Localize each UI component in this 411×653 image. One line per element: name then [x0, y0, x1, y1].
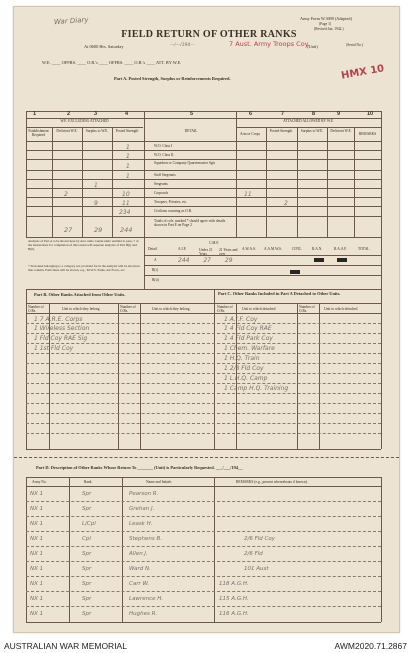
col-rule: [236, 111, 237, 237]
hand-value: 10: [122, 191, 130, 198]
pc-hand-row: 1 Chem. Warfare: [224, 345, 275, 352]
hand-value: 2: [64, 191, 68, 198]
form-title: FIELD RETURN OF OTHER RANKS: [121, 29, 297, 40]
col-rule: [52, 127, 53, 237]
row-rule: [26, 353, 381, 354]
hdr-remarks: REMARKS: [358, 132, 377, 136]
col-rule: [319, 303, 320, 449]
pd-name: Carr W.: [129, 581, 150, 587]
row-rule: [236, 127, 381, 128]
hand-value: 2: [284, 200, 288, 207]
pd-remarks: 2/6 Fld Coy: [244, 536, 275, 542]
row-rule: [26, 333, 381, 334]
pc-hand-row: 1 4 Fld Park Coy: [224, 335, 273, 342]
analysis-note: Analysis of Part A to be shown here by ALL units. Guide units' entitled to pass, 7 of the instructions for completion of this return will separate analysis of Part B(i) and B(ii).: [28, 239, 139, 251]
pc-hand-row: 1 4 Fld Coy RAE: [224, 325, 272, 332]
pd-rank: L/Cpl: [82, 521, 96, 527]
col-rule: [69, 477, 70, 622]
row-rule: [26, 561, 381, 562]
col-rule: [26, 477, 27, 622]
pd-rank: Spr: [82, 596, 92, 602]
an-hdr: R.A.N.: [312, 247, 323, 251]
row-rule: [26, 477, 381, 478]
an-hdr: C.M.F.: [209, 241, 219, 245]
pd-name: Ward N.: [129, 566, 151, 572]
row-rule: [144, 265, 381, 266]
pc-hdr: Number of O.Rs.: [299, 305, 315, 313]
row-wo1: W.O. Class I: [154, 144, 173, 148]
pd-army-no: NX 1: [30, 536, 44, 542]
row-sergeants: Sergeants: [154, 182, 168, 186]
col-num-10: 10: [367, 111, 374, 117]
hand-value: 11: [122, 200, 130, 207]
an-row: B(ii): [152, 278, 159, 282]
col-rule: [381, 289, 382, 449]
pd-remarks: 118 A.G.H.: [219, 581, 249, 587]
hdr-surplus-att: Surplus to W.E.: [300, 129, 324, 133]
pd-name: Hughes R.: [129, 611, 158, 617]
pd-name: Lawrence H.: [129, 596, 164, 602]
footer-bar: [0, 639, 411, 653]
col-rule: [26, 111, 27, 237]
row-wo2: W.O. Class II.: [154, 153, 175, 157]
row-rule: [26, 393, 381, 394]
footer-source: AUSTRALIAN WAR MEMORIAL: [4, 641, 127, 651]
pc-hand-row: 1 Camp H.Q. Training: [224, 385, 289, 392]
pb-hdr: Unit to which they belong: [62, 307, 100, 311]
attached-note: * Personnel belonging to a category not provided for in the analysis will be shown in this column. Particulars will be shown, e.g., M.W.S. Parks, Air Force, etc.: [28, 264, 140, 272]
row-staff-sgts: Staff Sergeants: [154, 173, 176, 177]
hand-value: 1: [94, 182, 98, 189]
col-rule: [327, 127, 328, 237]
pd-name: Pearson R.: [129, 491, 159, 497]
pb-hdr: Number of O.Rs.: [28, 305, 44, 313]
an-hdr: A.W.A.S.: [242, 247, 256, 251]
pd-army-no: NX 1: [30, 521, 44, 527]
serial-no: (Serial No.): [346, 43, 363, 47]
col-rule: [144, 237, 145, 289]
stamp-mark: HMX 10: [340, 63, 386, 82]
row-rule: [26, 423, 381, 424]
pd-hdr: REMARKS (e.g., present whereabouts if known).: [236, 480, 308, 484]
army-form-revised: (Revised Jan. 1942.): [314, 27, 344, 31]
part-c-title: Part C. Other Ranks Included in Part A Detached to Other Units.: [218, 291, 341, 296]
part-a-top-rule: [26, 111, 381, 112]
row-rule: [144, 255, 381, 256]
col-rule: [82, 127, 83, 237]
row-rule: [26, 373, 381, 374]
row-rule: [26, 622, 381, 623]
pd-remarks: 101 Aust: [244, 566, 269, 572]
col-rule: [118, 303, 119, 449]
pd-rank: Spr: [82, 566, 92, 572]
pb-hand-row: 1 Fld Coy RAE Sig: [34, 335, 88, 342]
document-page: [13, 6, 400, 633]
row-troopers: Troopers, Privates, etc.: [154, 200, 188, 204]
hand-value: 9: [94, 200, 98, 207]
pc-hdr: Unit to which detached: [242, 307, 276, 311]
col-num-4: 4: [125, 111, 129, 117]
hdr-establishment: Establishment Required: [28, 129, 49, 137]
hdr-arm-corps: Arm or Corps: [240, 132, 260, 136]
hand-value: 1: [126, 173, 130, 180]
at-hours-label: At 0600 Hrs. Saturday: [84, 44, 124, 49]
an-hdr: CIVIL: [292, 247, 302, 251]
pb-hand-row: 1 7 A.R.E. Corps: [34, 316, 83, 323]
an-hdr: R.A.A.F.: [334, 247, 347, 251]
row-rule: [26, 606, 381, 607]
col-num-6: 6: [249, 111, 253, 117]
pencil-note: War Diary: [53, 15, 89, 27]
row-rule: [26, 591, 381, 592]
row-rule: [26, 323, 381, 324]
hand-total: 27: [64, 226, 73, 234]
pd-name: Stephens B.: [129, 536, 163, 542]
an-hdr: A.A.M.W.S.: [264, 247, 282, 251]
pc-hand-row: 1 2/8 Fld Coy: [224, 365, 264, 372]
army-form-label: Army Form W.3009 (Adapted): [300, 16, 352, 21]
pd-rank: Cpl: [82, 536, 91, 542]
col-rule: [49, 303, 50, 449]
col-rule: [214, 477, 215, 622]
we-excl-header: W.E. EXCLUDING ATTACHED: [60, 119, 109, 123]
row-rule: [26, 343, 381, 344]
pd-name: Allen J.: [129, 551, 148, 557]
row-rule: [26, 383, 381, 384]
col-rule: [297, 303, 298, 449]
pb-hdr: Unit to which they belong: [152, 307, 190, 311]
an-hdr: Under 21 Years: [199, 248, 213, 256]
hand-value: 1: [126, 163, 130, 170]
pd-name: Grehan J.: [129, 506, 155, 512]
pd-rank: Spr: [82, 611, 92, 617]
an-hdr: TOTAL: [358, 247, 370, 251]
redacted-mark: [290, 270, 300, 274]
an-row: B(i): [152, 268, 158, 272]
pd-rank: Spr: [82, 491, 92, 497]
col-rule: [112, 127, 113, 237]
part-d-title: Part D. Description of Other Ranks Whose Return To _______ (Unit) is Particularly Requested. ___/___/194__: [36, 465, 243, 470]
pd-rank: Spr: [82, 506, 92, 512]
row-rule: [26, 433, 381, 434]
row-rule: [26, 313, 381, 314]
footer-accession: AWM2020.71.2867: [334, 641, 407, 651]
an-hdr: Detail: [148, 247, 157, 251]
col-rule: [122, 477, 123, 622]
pd-army-no: NX 1: [30, 611, 44, 617]
row-rule: [26, 516, 381, 517]
row-rule: [144, 275, 381, 276]
col-rule: [381, 477, 382, 622]
part-b-title: Part B. Other Ranks Attached from Other Units.: [34, 292, 126, 297]
pd-army-no: NX 1: [30, 491, 44, 497]
row-rule: [26, 127, 143, 128]
pd-army-no: NX 1: [30, 581, 44, 587]
col-num-2: 2: [67, 111, 71, 117]
we-line: W.E. ____ OFFRS. ____ O.R.'s ____ OFFRS. ____ O.R.'s ____ ATT. BY W.E.: [42, 60, 182, 65]
row-corporals: Corporals: [154, 191, 169, 195]
col-rule: [354, 127, 355, 237]
col-rule: [26, 289, 27, 449]
row-rule: [26, 413, 381, 414]
analysis-hand: 244 27 29: [178, 257, 233, 264]
hdr-posted-att: Posted Strength: [269, 129, 293, 133]
row-rule: [26, 363, 381, 364]
col-rule: [144, 111, 145, 237]
hand-total: 244: [120, 226, 133, 234]
pd-hdr: Name and Initials: [146, 480, 172, 484]
col-num-7: 7: [281, 111, 285, 117]
pc-hand-row: 1 A.I.F. Coy: [224, 316, 258, 323]
row-cqms: Squadron or Company Quartermaster Sgts: [154, 161, 216, 165]
row-rule: [26, 303, 381, 304]
pd-army-no: NX 1: [30, 566, 44, 572]
pb-hdr: Number of O.Rs.: [120, 305, 136, 313]
row-rule: [26, 449, 381, 450]
pc-hdr: Number of O.Rs.: [217, 305, 233, 313]
hand-value: 11: [244, 191, 252, 198]
col-num-1: 1: [33, 111, 37, 117]
pd-hdr: Army No.: [32, 480, 47, 484]
hand-total: 29: [94, 226, 103, 234]
pc-hand-row: 1 H.Q. Train: [224, 355, 260, 362]
an-hdr: A.I.F.: [178, 247, 187, 251]
an-row: A: [154, 258, 157, 262]
row-rule: [26, 486, 381, 487]
row-rule: [26, 501, 381, 502]
unit-label: (Unit): [307, 44, 318, 49]
col-rule: [140, 303, 141, 449]
redacted-mark: [337, 258, 347, 262]
pd-name: Leask H.: [129, 521, 153, 527]
col-rule: [381, 111, 382, 237]
pd-remarks: 2/6 Fld: [244, 551, 263, 557]
hdr-detail: DETAIL: [184, 129, 198, 133]
row-totals: Totals of cols. marked * should agree with details shown in Part E on Page 2: [154, 219, 226, 227]
pd-army-no: NX 1: [30, 506, 44, 512]
col-num-8: 8: [312, 111, 316, 117]
row-civilians: Civilians counting as O.R.: [154, 209, 193, 213]
army-form-page: (Page 1): [319, 22, 332, 26]
hand-value: 1: [126, 153, 130, 160]
hdr-posted: Posted Strength: [115, 129, 139, 133]
redacted-mark: [314, 258, 324, 262]
pc-hand-row: 1 L.H.Q. Camp: [224, 375, 268, 382]
perforation-line: [14, 457, 399, 458]
part-a-title: Part A. Posted Strength, Surplus or Reinforcements Required.: [114, 76, 231, 81]
col-rule: [297, 127, 298, 237]
an-hdr: 21 Years and over: [219, 248, 238, 256]
col-rule: [236, 303, 237, 449]
row-rule: [26, 289, 381, 290]
hdr-deficient: Deficient W.E.: [56, 129, 78, 133]
pb-hand-row: 1 Wireless Section: [34, 325, 90, 332]
hand-value: 234: [119, 209, 131, 216]
row-rule: [26, 576, 381, 577]
date-fill: —/—/194—: [170, 43, 195, 48]
row-rule: [26, 403, 381, 404]
pd-rank: Spr: [82, 581, 92, 587]
col-rule: [266, 127, 267, 237]
unit-handwritten: 7 Aust. Army Troops Coy.: [229, 40, 310, 48]
col-rule: [381, 237, 382, 289]
col-num-5: 5: [190, 111, 194, 117]
pd-remarks: 115 A.G.H.: [219, 596, 249, 602]
hand-value: 1: [126, 144, 130, 151]
hdr-surplus: Surplus to W.E.: [85, 129, 109, 133]
hdr-deficient-att: Deficient W.E.: [330, 129, 352, 133]
pd-army-no: NX 1: [30, 551, 44, 557]
pd-rank: Spr: [82, 551, 92, 557]
col-num-9: 9: [337, 111, 341, 117]
row-rule: [26, 531, 381, 532]
row-rule: [26, 237, 381, 238]
row-rule: [26, 546, 381, 547]
pd-remarks: 116 A.G.H.: [219, 611, 249, 617]
pb-hand-row: 1 1st Fld Coy: [34, 345, 74, 352]
col-num-3: 3: [94, 111, 98, 117]
pc-hdr: Unit to which detached: [324, 307, 358, 311]
attached-header: ATTACHED ALLOWED BY W.E.: [283, 119, 334, 123]
pd-army-no: NX 1: [30, 596, 44, 602]
pd-hdr: Rank: [84, 480, 92, 484]
